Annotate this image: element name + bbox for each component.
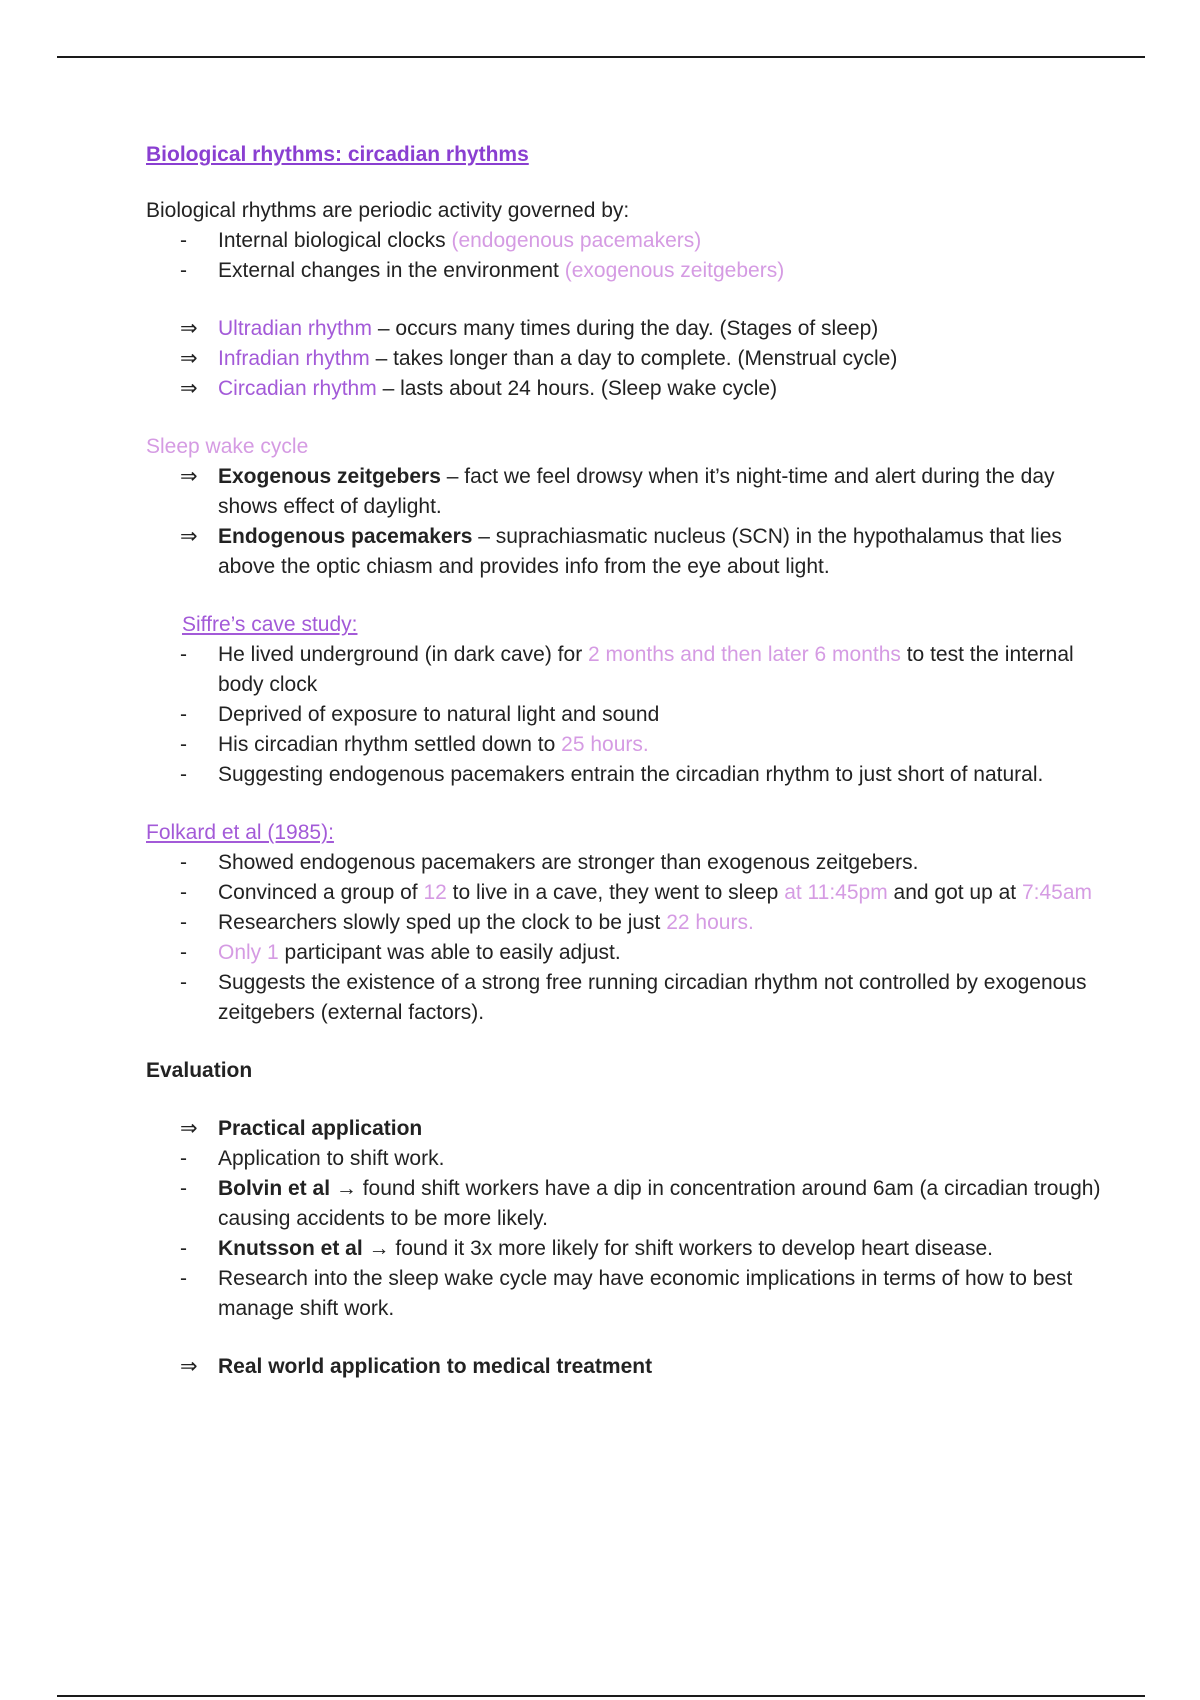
section-heading: Siffre’s cave study: — [182, 613, 358, 636]
list-item: - Application to shift work. — [146, 1144, 1106, 1174]
dash-marker: - — [180, 1147, 187, 1170]
list-item: - External changes in the environment (exogenous zeitgebers) — [146, 256, 1106, 286]
dash-marker: - — [180, 259, 187, 282]
bottom-rule — [57, 1695, 1145, 1697]
list-item: ⇒ Circadian rhythm – lasts about 24 hours. (Sleep wake cycle) — [146, 374, 1106, 404]
list-item: - Only 1 participant was able to easily adjust. — [146, 938, 1106, 968]
section-heading: Sleep wake cycle — [146, 435, 309, 458]
dash-marker: - — [180, 643, 187, 666]
page-title: Biological rhythms: circadian rhythms — [146, 143, 529, 166]
section-heading: Evaluation — [146, 1059, 253, 1082]
dash-marker: - — [180, 941, 187, 964]
list-item: - Showed endogenous pacemakers are stronger than exogenous zeitgebers. — [146, 848, 1106, 878]
list-item: - Internal biological clocks (endogenous pacemakers) — [146, 226, 1106, 256]
dash-marker: - — [180, 851, 187, 874]
list-item: - Suggesting endogenous pacemakers entrain the circadian rhythm to just short of natural. — [146, 760, 1106, 790]
arrow-icon: ⇒ — [180, 1117, 198, 1140]
governed-by-list — [146, 226, 1106, 286]
list-item: - He lived underground (in dark cave) for 2 months and then later 6 months to test the internal body clock — [146, 640, 1106, 700]
arrow-icon: ⇒ — [180, 465, 198, 488]
dash-marker: - — [180, 1237, 187, 1260]
dash-marker: - — [180, 1267, 187, 1290]
list-item: ⇒ Real world application to medical treatment — [146, 1352, 1106, 1382]
dash-marker: - — [180, 229, 187, 252]
top-rule — [57, 56, 1145, 58]
sleep-wake-list — [146, 462, 1106, 582]
evaluation-list-2 — [146, 1352, 1106, 1382]
dash-marker: - — [180, 881, 187, 904]
list-item: - Convinced a group of 12 to live in a cave, they went to sleep at 11:45pm and got up at 7:45am — [146, 878, 1106, 908]
dash-marker: - — [180, 703, 187, 726]
intro-text: Biological rhythms are periodic activity governed by: — [146, 199, 630, 222]
arrow-icon: ⇒ — [180, 1355, 198, 1378]
list-item: - Suggests the existence of a strong free running circadian rhythm not controlled by exogenous zeitgebers (external factors). — [146, 968, 1106, 1028]
dash-marker: - — [180, 911, 187, 934]
list-item: - Research into the sleep wake cycle may have economic implications in terms of how to best manage shift work. — [146, 1264, 1106, 1324]
list-item: - Knutsson et al → found it 3x more likely for shift workers to develop heart disease. — [146, 1234, 1106, 1264]
list-item: - Researchers slowly sped up the clock to be just 22 hours. — [146, 908, 1106, 938]
folkard-list — [146, 848, 1106, 1028]
rhythm-types-list — [146, 314, 1106, 404]
evaluation-list — [146, 1114, 1106, 1324]
right-arrow-icon: → — [335, 1177, 357, 1200]
arrow-icon: ⇒ — [180, 377, 198, 400]
list-item: ⇒ Practical application — [146, 1114, 1106, 1144]
list-item: ⇒ Infradian rhythm – takes longer than a day to complete. (Menstrual cycle) — [146, 344, 1106, 374]
list-item: - Deprived of exposure to natural light and sound — [146, 700, 1106, 730]
dash-marker: - — [180, 763, 187, 786]
arrow-icon: ⇒ — [180, 317, 198, 340]
dash-marker: - — [180, 1177, 187, 1200]
list-item: ⇒ Exogenous zeitgebers – fact we feel drowsy when it’s night-time and alert during the day shows effect of daylight. — [146, 462, 1106, 522]
list-item: - His circadian rhythm settled down to 25 hours. — [146, 730, 1106, 760]
right-arrow-icon: → — [368, 1237, 390, 1260]
list-item: - Bolvin et al → found shift workers have a dip in concentration around 6am (a circadian trough) causing accidents to be more likely. — [146, 1174, 1106, 1234]
section-heading: Folkard et al (1985): — [146, 821, 334, 844]
arrow-icon: ⇒ — [180, 347, 198, 370]
dash-marker: - — [180, 971, 187, 994]
dash-marker: - — [180, 733, 187, 756]
list-item: ⇒ Endogenous pacemakers – suprachiasmatic nucleus (SCN) in the hypothalamus that lies above the optic chiasm and provides info from the eye about light. — [146, 522, 1106, 582]
document-body — [146, 140, 1106, 1382]
list-item: ⇒ Ultradian rhythm – occurs many times during the day. (Stages of sleep) — [146, 314, 1106, 344]
siffre-list — [146, 640, 1106, 790]
arrow-icon: ⇒ — [180, 525, 198, 548]
